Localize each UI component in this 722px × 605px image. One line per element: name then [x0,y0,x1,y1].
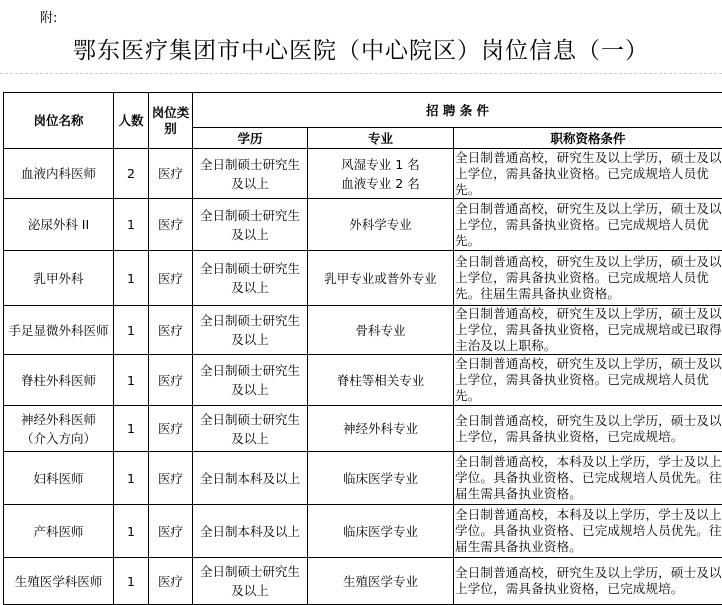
header-name: 岗位名称 [4,93,114,149]
position-name: 泌尿外科 II [4,199,114,251]
position-name: 妇科医师 [4,452,114,505]
position-type: 医疗 [149,406,193,452]
header-major: 专业 [308,128,454,149]
attachment-note: 附: [40,7,57,26]
qualification: 全日制普通高校，研究生及以上学历，硕士及以上学位，需具备执业资格。已完成规培人员优先。 [454,149,722,199]
header-type: 岗位类别 [149,93,193,149]
header-conditions: 招 聘 条 件 [193,93,722,128]
position-name: 神经外科医师 （介入方向） [4,406,114,452]
header-education: 学历 [193,128,308,149]
position-type: 医疗 [149,199,193,251]
qualification: 全日制普通高校，研究生及以上学历，硕士及以上学位，需具备执业资格。已完成规培人员优先。 [454,355,722,406]
qualification: 全日制普通高校，研究生及以上学历，硕士及以上学位，需具备执业资格。已完成规培人员优先。 [454,199,722,251]
header-qualification: 职称资格条件 [454,128,722,149]
qualification: 全日制普通高校，研究生及以上学历，硕士及以上学位，需具备执业资格，已完成规培。 [454,558,722,605]
position-type: 医疗 [149,149,193,199]
education: 全日制硕士研究生及以上 [193,199,308,251]
table-row [4,355,722,406]
education: 全日制本科及以上 [193,452,308,505]
position-type: 医疗 [149,452,193,505]
table-row [4,306,722,355]
divider [0,73,722,74]
headcount: 1 [114,558,149,605]
headcount: 1 [114,251,149,306]
major: 神经外科专业 [308,406,454,452]
headcount: 1 [114,452,149,505]
major: 骨科专业 [308,306,454,355]
page-title: 鄂东医疗集团市中心医院（中心院区）岗位信息（一） [0,32,722,65]
table-row [4,199,722,251]
table-row [4,406,722,452]
major: 临床医学专业 [308,505,454,558]
position-name: 血液内科医师 [4,149,114,199]
education: 全日制硕士研究生及以上 [193,406,308,452]
education: 全日制本科及以上 [193,505,308,558]
table-row [4,452,722,505]
headcount: 1 [114,505,149,558]
education: 全日制硕士研究生及以上 [193,355,308,406]
education: 全日制硕士研究生及以上 [193,251,308,306]
qualification: 全日制普通高校，研究生及以上学历，硕士及以上学位，需具备执业资格，已完成规培。 [454,406,722,452]
position-type: 医疗 [149,306,193,355]
qualification: 全日制普通高校，本科及以上学历，学士及以上学位。具备执业资格、已完成规培人员优先。往届生需具备执业资格。 [454,452,722,505]
major: 临床医学专业 [308,452,454,505]
education: 全日制硕士研究生及以上 [193,306,308,355]
education: 全日制硕士研究生及以上 [193,149,308,199]
position-name: 手足显微外科医师 [4,306,114,355]
headcount: 1 [114,199,149,251]
table-row [4,149,722,199]
major: 外科学专业 [308,199,454,251]
education: 全日制硕士研究生及以上 [193,558,308,605]
major: 生殖医学专业 [308,558,454,605]
headcount: 1 [114,406,149,452]
position-name: 生殖医学科医师 [4,558,114,605]
position-name: 产科医师 [4,505,114,558]
headcount: 1 [114,355,149,406]
position-name: 乳甲外科 [4,251,114,306]
major: 脊柱等相关专业 [308,355,454,406]
headcount: 1 [114,306,149,355]
qualification: 全日制普通高校，本科及以上学历，学士及以上学位。具备执业资格、已完成规培人员优先。往届生需具备执业资格。 [454,505,722,558]
qualification: 全日制普通高校，研究生及以上学历，硕士及以上学位，需具备执业资格，已完成规培或已取得主治及以上职称。 [454,306,722,355]
table-row [4,505,722,558]
major: 风湿专业 1 名 血液专业 2 名 [308,149,454,199]
header-count: 人数 [114,93,149,149]
position-name: 脊柱外科医师 [4,355,114,406]
major: 乳甲专业或普外专业 [308,251,454,306]
position-type: 医疗 [149,558,193,605]
qualification: 全日制普通高校，研究生及以上学历，硕士及以上学位，需具备执业资格。已完成规培人员优先。往届生需具备执业资格。 [454,251,722,306]
position-type: 医疗 [149,505,193,558]
headcount: 2 [114,149,149,199]
position-type: 医疗 [149,251,193,306]
position-type: 医疗 [149,355,193,406]
table-row [4,558,722,605]
positions-table [3,92,722,605]
table-row [4,251,722,306]
